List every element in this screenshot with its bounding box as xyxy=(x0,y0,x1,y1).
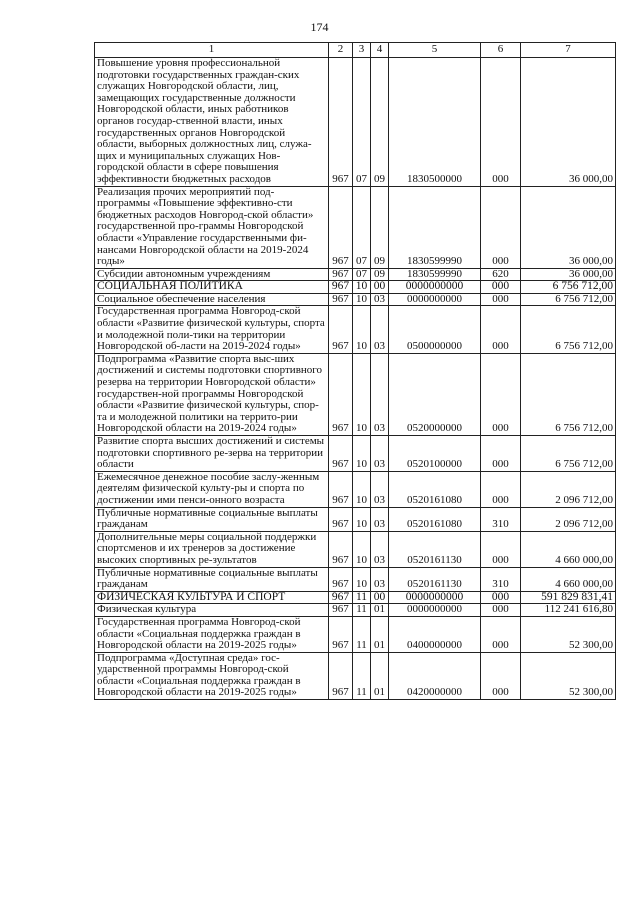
row-name: Подпрограмма «Развитие спорта выс-ших достижений и системы подготовки спортивного резерва на территории Новгородской области» государствен-ной программы Новгородской области «Развитие физической культуры, спор-та и молодежной политики на террито-рии Новгородской области на 2019-2024 годы» xyxy=(95,353,329,435)
row-ministry: 967 xyxy=(329,591,353,604)
row-ministry: 967 xyxy=(329,436,353,472)
header-cell: 6 xyxy=(481,43,521,58)
row-subsection: 03 xyxy=(371,531,389,567)
row-ministry: 967 xyxy=(329,471,353,507)
row-ministry: 967 xyxy=(329,306,353,353)
row-section: 07 xyxy=(353,186,371,268)
row-expense-type: 310 xyxy=(481,507,521,531)
row-amount: 591 829 831,41 xyxy=(521,591,616,604)
row-subsection: 03 xyxy=(371,436,389,472)
row-target-article: 1830500000 xyxy=(389,58,481,187)
row-section: 11 xyxy=(353,604,371,617)
row-expense-type: 000 xyxy=(481,652,521,699)
row-amount: 112 241 616,80 xyxy=(521,604,616,617)
row-expense-type: 000 xyxy=(481,306,521,353)
row-section: 07 xyxy=(353,268,371,281)
row-expense-type: 000 xyxy=(481,281,521,294)
row-expense-type: 310 xyxy=(481,567,521,591)
row-expense-type: 000 xyxy=(481,604,521,617)
page-number: 174 xyxy=(310,20,329,34)
row-name: Публичные нормативные социальные выплаты гражданам xyxy=(95,507,329,531)
row-ministry: 967 xyxy=(329,616,353,652)
row-expense-type: 000 xyxy=(481,591,521,604)
row-section: 11 xyxy=(353,652,371,699)
row-target-article: 1830599990 xyxy=(389,268,481,281)
row-target-article: 1830599990 xyxy=(389,186,481,268)
row-expense-type: 000 xyxy=(481,531,521,567)
row-subsection: 03 xyxy=(371,567,389,591)
row-amount: 2 096 712,00 xyxy=(521,471,616,507)
row-amount: 6 756 712,00 xyxy=(521,281,616,294)
table-row xyxy=(95,306,616,353)
row-target-article: 0520000000 xyxy=(389,353,481,435)
row-name: ФИЗИЧЕСКАЯ КУЛЬТУРА И СПОРТ xyxy=(95,591,329,604)
row-subsection: 03 xyxy=(371,471,389,507)
row-ministry: 967 xyxy=(329,281,353,294)
row-target-article: 0520161080 xyxy=(389,471,481,507)
table-row xyxy=(95,436,616,472)
row-target-article: 0000000000 xyxy=(389,604,481,617)
row-expense-type: 000 xyxy=(481,293,521,306)
row-target-article: 0500000000 xyxy=(389,306,481,353)
row-amount: 52 300,00 xyxy=(521,652,616,699)
row-ministry: 967 xyxy=(329,186,353,268)
row-subsection: 00 xyxy=(371,281,389,294)
row-name: Социальное обеспечение населения xyxy=(95,293,329,306)
row-ministry: 967 xyxy=(329,652,353,699)
row-subsection: 01 xyxy=(371,616,389,652)
row-name: Физическая культура xyxy=(95,604,329,617)
table-row xyxy=(95,471,616,507)
table-row xyxy=(95,652,616,699)
row-ministry: 967 xyxy=(329,507,353,531)
header-cell: 2 xyxy=(329,43,353,58)
row-target-article: 0400000000 xyxy=(389,616,481,652)
table-row xyxy=(95,616,616,652)
header-cell: 5 xyxy=(389,43,481,58)
row-target-article: 0520161130 xyxy=(389,531,481,567)
row-target-article: 0520161080 xyxy=(389,507,481,531)
row-amount: 2 096 712,00 xyxy=(521,507,616,531)
row-target-article: 0420000000 xyxy=(389,652,481,699)
row-amount: 6 756 712,00 xyxy=(521,293,616,306)
row-amount: 6 756 712,00 xyxy=(521,353,616,435)
row-expense-type: 000 xyxy=(481,436,521,472)
header-row xyxy=(95,43,616,58)
row-target-article: 0000000000 xyxy=(389,591,481,604)
table-row xyxy=(95,507,616,531)
row-amount: 4 660 000,00 xyxy=(521,567,616,591)
header-cell: 7 xyxy=(521,43,616,58)
row-name: Дополнительные меры социальной поддержки спортсменов и их тренеров за достижение высоких спортивных ре-зультатов xyxy=(95,531,329,567)
row-ministry: 967 xyxy=(329,531,353,567)
row-ministry: 967 xyxy=(329,268,353,281)
row-target-article: 0520100000 xyxy=(389,436,481,472)
row-ministry: 967 xyxy=(329,604,353,617)
row-section: 10 xyxy=(353,353,371,435)
table-row xyxy=(95,353,616,435)
row-section: 11 xyxy=(353,591,371,604)
row-subsection: 09 xyxy=(371,268,389,281)
header-cell: 1 xyxy=(95,43,329,58)
row-expense-type: 000 xyxy=(481,616,521,652)
row-subsection: 03 xyxy=(371,353,389,435)
row-name: Субсидии автономным учреждениям xyxy=(95,268,329,281)
row-subsection: 09 xyxy=(371,186,389,268)
row-subsection: 09 xyxy=(371,58,389,187)
row-subsection: 03 xyxy=(371,507,389,531)
row-amount: 4 660 000,00 xyxy=(521,531,616,567)
row-section: 10 xyxy=(353,531,371,567)
row-section: 11 xyxy=(353,616,371,652)
row-section: 10 xyxy=(353,471,371,507)
table-row xyxy=(95,604,616,617)
row-name: Государственная программа Новгород-ской области «Социальная поддержка граждан в Новгородской области на 2019-2025 годы» xyxy=(95,616,329,652)
row-name: Повышение уровня профессиональной подготовки государственных граждан-ских служащих Новгородской области, лиц, замещающих государственные должности Новгородской области, иных работников органов государ-ственной власти, иных государственных органов Новгородской области, выборных должностных лиц, служа-щих и муниципальных служащих Нов-городской области в сфере повышения эффективности бюджетных расходов xyxy=(95,58,329,187)
header-cell: 3 xyxy=(353,43,371,58)
row-expense-type: 000 xyxy=(481,186,521,268)
row-subsection: 03 xyxy=(371,306,389,353)
header-cell: 4 xyxy=(371,43,389,58)
table-row xyxy=(95,281,616,294)
budget-table xyxy=(94,42,616,700)
row-section: 10 xyxy=(353,281,371,294)
row-subsection: 01 xyxy=(371,604,389,617)
row-amount: 52 300,00 xyxy=(521,616,616,652)
table-row xyxy=(95,186,616,268)
row-section: 10 xyxy=(353,293,371,306)
row-section: 10 xyxy=(353,436,371,472)
row-expense-type: 620 xyxy=(481,268,521,281)
row-section: 10 xyxy=(353,507,371,531)
row-subsection: 03 xyxy=(371,293,389,306)
row-name: СОЦИАЛЬНАЯ ПОЛИТИКА xyxy=(95,281,329,294)
row-subsection: 00 xyxy=(371,591,389,604)
row-target-article: 0000000000 xyxy=(389,293,481,306)
row-name: Развитие спорта высших достижений и системы подготовки спортивного ре-зерва на территории области xyxy=(95,436,329,472)
table-row xyxy=(95,58,616,187)
row-expense-type: 000 xyxy=(481,353,521,435)
row-amount: 36 000,00 xyxy=(521,58,616,187)
row-ministry: 967 xyxy=(329,293,353,306)
row-ministry: 967 xyxy=(329,567,353,591)
row-section: 10 xyxy=(353,567,371,591)
row-name: Государственная программа Новгород-ской области «Развитие физической культуры, спорта и молодежной поли-тики на территории Новгородской об-ласти на 2019-2024 годы» xyxy=(95,306,329,353)
row-ministry: 967 xyxy=(329,353,353,435)
row-name: Подпрограмма «Доступная среда» гос-ударственной программы Новгород-ской области «Социальная поддержка граждан в Новгородской области на 2019-2025 годы» xyxy=(95,652,329,699)
row-name: Ежемесячное денежное пособие заслу-женным деятелям физической культу-ры и спорта по достижении ими пенси-онного возраста xyxy=(95,471,329,507)
table-row xyxy=(95,268,616,281)
row-expense-type: 000 xyxy=(481,58,521,187)
row-target-article: 0000000000 xyxy=(389,281,481,294)
row-ministry: 967 xyxy=(329,58,353,187)
row-amount: 6 756 712,00 xyxy=(521,436,616,472)
row-name: Публичные нормативные социальные выплаты гражданам xyxy=(95,567,329,591)
table-row xyxy=(95,567,616,591)
row-section: 10 xyxy=(353,306,371,353)
table-row xyxy=(95,531,616,567)
row-name: Реализация прочих мероприятий под-программы «Повышение эффективно-сти бюджетных расходов Новгород-ской области» государственной про-граммы Новгородской области «Управление государственными фи-нансами Новгородской области на 2019-2024 годы» xyxy=(95,186,329,268)
row-amount: 6 756 712,00 xyxy=(521,306,616,353)
table-row xyxy=(95,293,616,306)
row-section: 07 xyxy=(353,58,371,187)
row-amount: 36 000,00 xyxy=(521,186,616,268)
row-expense-type: 000 xyxy=(481,471,521,507)
row-subsection: 01 xyxy=(371,652,389,699)
row-amount: 36 000,00 xyxy=(521,268,616,281)
table-row xyxy=(95,591,616,604)
row-target-article: 0520161130 xyxy=(389,567,481,591)
